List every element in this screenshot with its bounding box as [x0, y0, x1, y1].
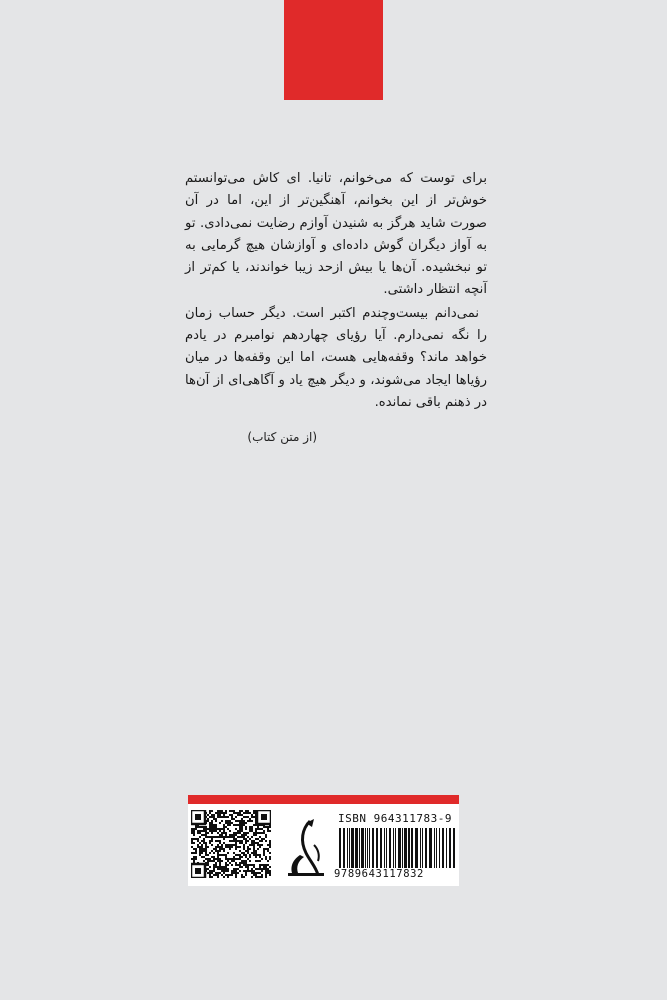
barcode-icon: [338, 828, 455, 868]
barcode-number: 9789643117832: [334, 868, 424, 880]
label-red-strip: [188, 795, 459, 804]
blurb-paragraph-2: نمی‌دانم بیست‌وچندم اکتبر است. دیگر حساب زمان را نگه نمی‌دارم. آیا رؤیای چهاردهم نوامبرم در یادم خواهد ماند؟ وقفه‌هایی هست، اما این وقفه‌ها در میان رؤیاها ایجاد می‌شوند، و دیگر هیچ یاد و آگاهی‌ای از آن‌ها در ذهنم باقی نمانده.: [185, 305, 487, 410]
source-note: (از متن کتاب): [247, 430, 317, 445]
back-cover-blurb: [185, 168, 487, 449]
publisher-logo-icon: [280, 815, 328, 879]
qr-code-icon: [191, 810, 271, 878]
isbn-text: ISBN 964311783-9: [338, 812, 452, 825]
red-top-tab: [284, 0, 383, 100]
blurb-paragraph-1: برای توست که می‌خوانم، تانیا. ای کاش می‌توانستم خوش‌تر از این بخوانم، آهنگین‌تر از این، اما در آن صورت شاید هرگز به شنیدن آوازم رضایت نمی‌دادی. تو به آواز دیگران گوش داده‌ای و آوازشان هیچ گرمایی به تو نبخشیده. آن‌ها یا بیش ازحد زیبا خواندند، یا کم‌تر از آنچه انتظار داشتی.: [185, 171, 487, 298]
isbn-label: [188, 795, 459, 886]
